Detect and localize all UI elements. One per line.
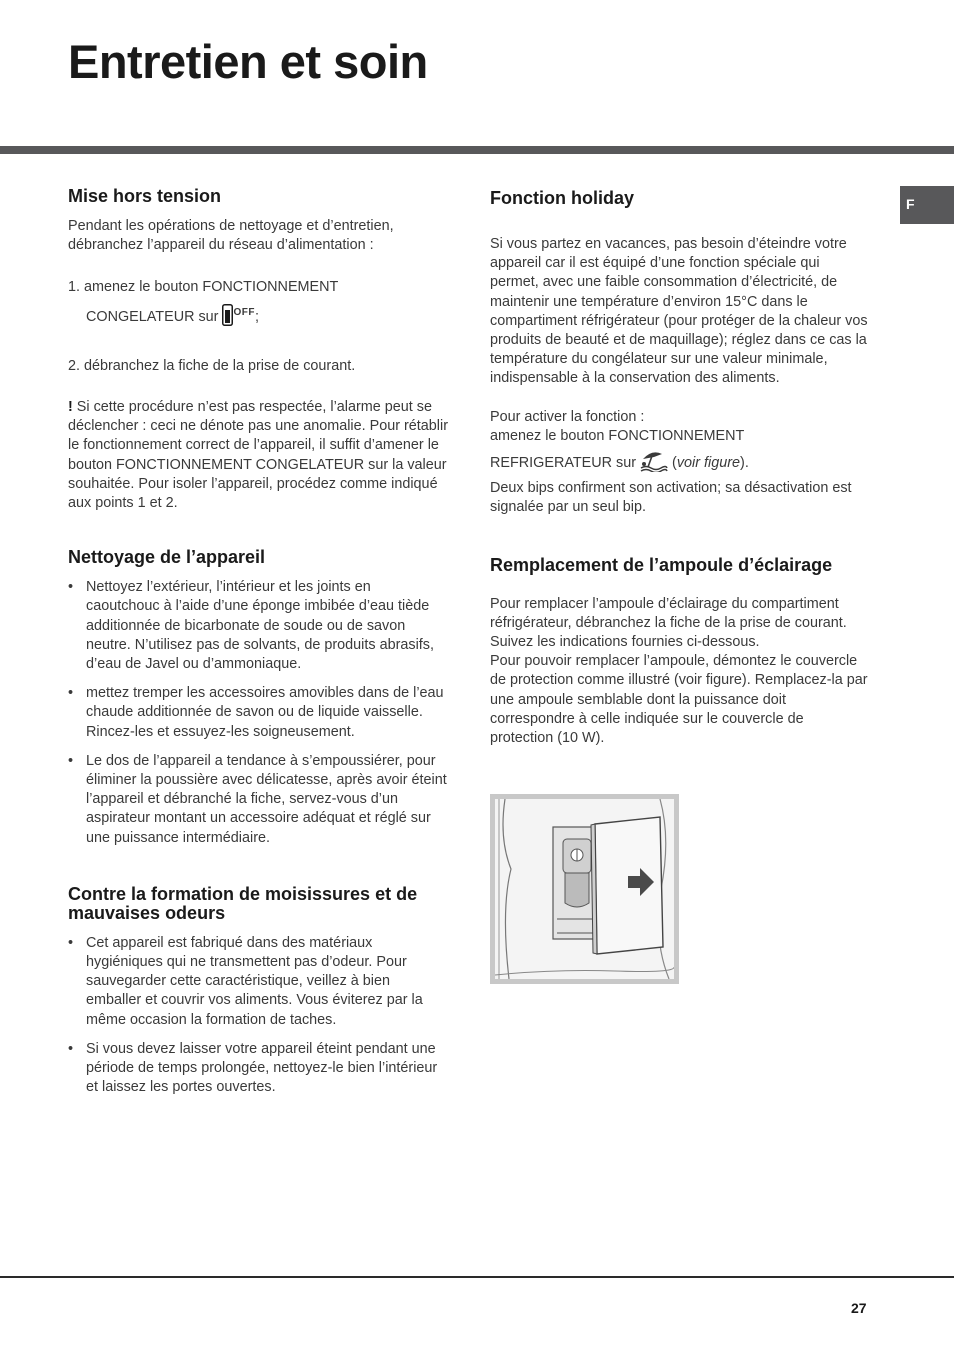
- holiday-activate-line2: amenez le bouton FONCTIONNEMENT: [490, 427, 745, 444]
- nettoyage-list: [68, 578, 448, 848]
- mise-step1-line2: CONGELATEUR sur $^{OFF}$;: [68, 303, 448, 332]
- language-tab: F: [900, 186, 954, 224]
- section-heading-moisissures: Contre la formation de moisissures et de mauvaises odeurs: [68, 883, 418, 923]
- right-column: [490, 189, 870, 748]
- moisissures-list: [68, 934, 448, 1098]
- header-rule: [0, 146, 954, 154]
- left-column: [68, 187, 448, 1098]
- section-heading-holiday: Fonction holiday: [490, 188, 634, 208]
- list-item: • mettez tremper les accessoires amovibles dans de l’eau chaude additionnée de savon ou de liquide vaisselle. Rincez-les et essuyez-les soigneusement.: [68, 684, 448, 742]
- mise-step1-line1: 1. amenez le bouton FONCTIONNEMENT: [68, 279, 339, 296]
- off-label: OFF: [233, 306, 255, 318]
- ampoule-para1: Pour remplacer l’ampoule d’éclairage du compartiment réfrigérateur, débranchez la fiche de la prise de courant. Suivez les indications fournies ci-dessous.: [490, 595, 847, 651]
- list-item: • Si vous devez laisser votre appareil éteint pendant une période de temps prolongée, nettoyez-le bien l’intérieur et laissez les portes ouvertes.: [68, 1040, 448, 1098]
- section-heading-ampoule: Remplacement de l’ampoule d’éclairage: [490, 554, 833, 575]
- holiday-para: Si vous partez en vacances, pas besoin d’éteindre votre appareil car il est équipé d’une fonction spéciale qui permet, avec une faible consommation d’électricité, de maintenir une température d’environ 15°C dans le compartiment réfrigérateur (pour protéger de la chaleur vos produits de beauté et de maquillage); réglez dans ce cas la température du congélateur sur une valeur minimale, indispensable à la conservation des aliments.: [490, 236, 868, 387]
- holiday-activate-line3: REFRIGERATEUR sur (voir figure).: [490, 450, 870, 478]
- ampoule-para2: Pour pouvoir remplacer l’ampoule, démontez le couvercle de protection comme illustré (voir figure). Remplacez-la par une ampoule semblable dont la puissance doit correspondre à celle indiquée sur le couvercle de protection (10 W).: [490, 653, 868, 747]
- holiday-activate-line1: Pour activer la fonction :: [490, 408, 645, 425]
- mise-warning: ! Si cette procédure n’est pas respectée, l’alarme peut se déclencher : ceci ne dénote pas une anomalie. Pour rétablir le fonctionnement correct de l’appareil, il suffit d’amener le bouton FONCTIONNEMENT CONGELATEUR sur la valeur souhaitée. Pour isoler l’appareil, procédez comme indiqué aux points 1 et 2.: [68, 399, 448, 512]
- list-item: • Le dos de l’appareil a tendance à s’empoussiérer, pour éliminer la poussière avec délicatesse, après avoir éteint l’appareil et débranché la fiche, servez-vous d’un aspirateur montant un accessoire adéquat et réglé sur une puissance intermédiaire.: [68, 752, 448, 848]
- section-heading-nettoyage: Nettoyage de l’appareil: [68, 547, 266, 568]
- page-title: Entretien et soin: [68, 35, 428, 88]
- footer-rule: [0, 1276, 954, 1278]
- lamp-replacement-figure: [490, 794, 679, 984]
- list-item: • Cet appareil est fabriqué dans des matériaux hygiéniques qui ne transmettent pas d’odeur. Pour sauvegarder cette caractéristique, veillez à bien emballer et couvrir vos aliments. Vous éviterez par la même occasion la formation de taches.: [68, 934, 448, 1030]
- knob-off-icon: [222, 304, 233, 332]
- mise-step2: 2. débranchez la fiche de la prise de courant.: [68, 357, 356, 374]
- arrow-right-icon: [626, 867, 656, 897]
- list-item: • Nettoyez l’extérieur, l’intérieur et les joints en caoutchouc à l’aide d’une éponge imbibée d’eau tiède additionnée de bicarbonate de soude ou de savon neutre. N’utilisez pas de solvants, de produits abrasifs, d’eau de Javel ou d’ammoniaque.: [68, 578, 448, 674]
- beach-umbrella-icon: [640, 450, 668, 478]
- section-heading-mise-hors-tension: Mise hors tension: [68, 186, 222, 206]
- holiday-bips: Deux bips confirment son activation; sa désactivation est signalée par un seul bip.: [490, 480, 852, 516]
- page-number: 27: [851, 1300, 867, 1316]
- mise-intro: Pendant les opérations de nettoyage et d’entretien, débranchez l’appareil du réseau d’alimentation :: [68, 218, 394, 254]
